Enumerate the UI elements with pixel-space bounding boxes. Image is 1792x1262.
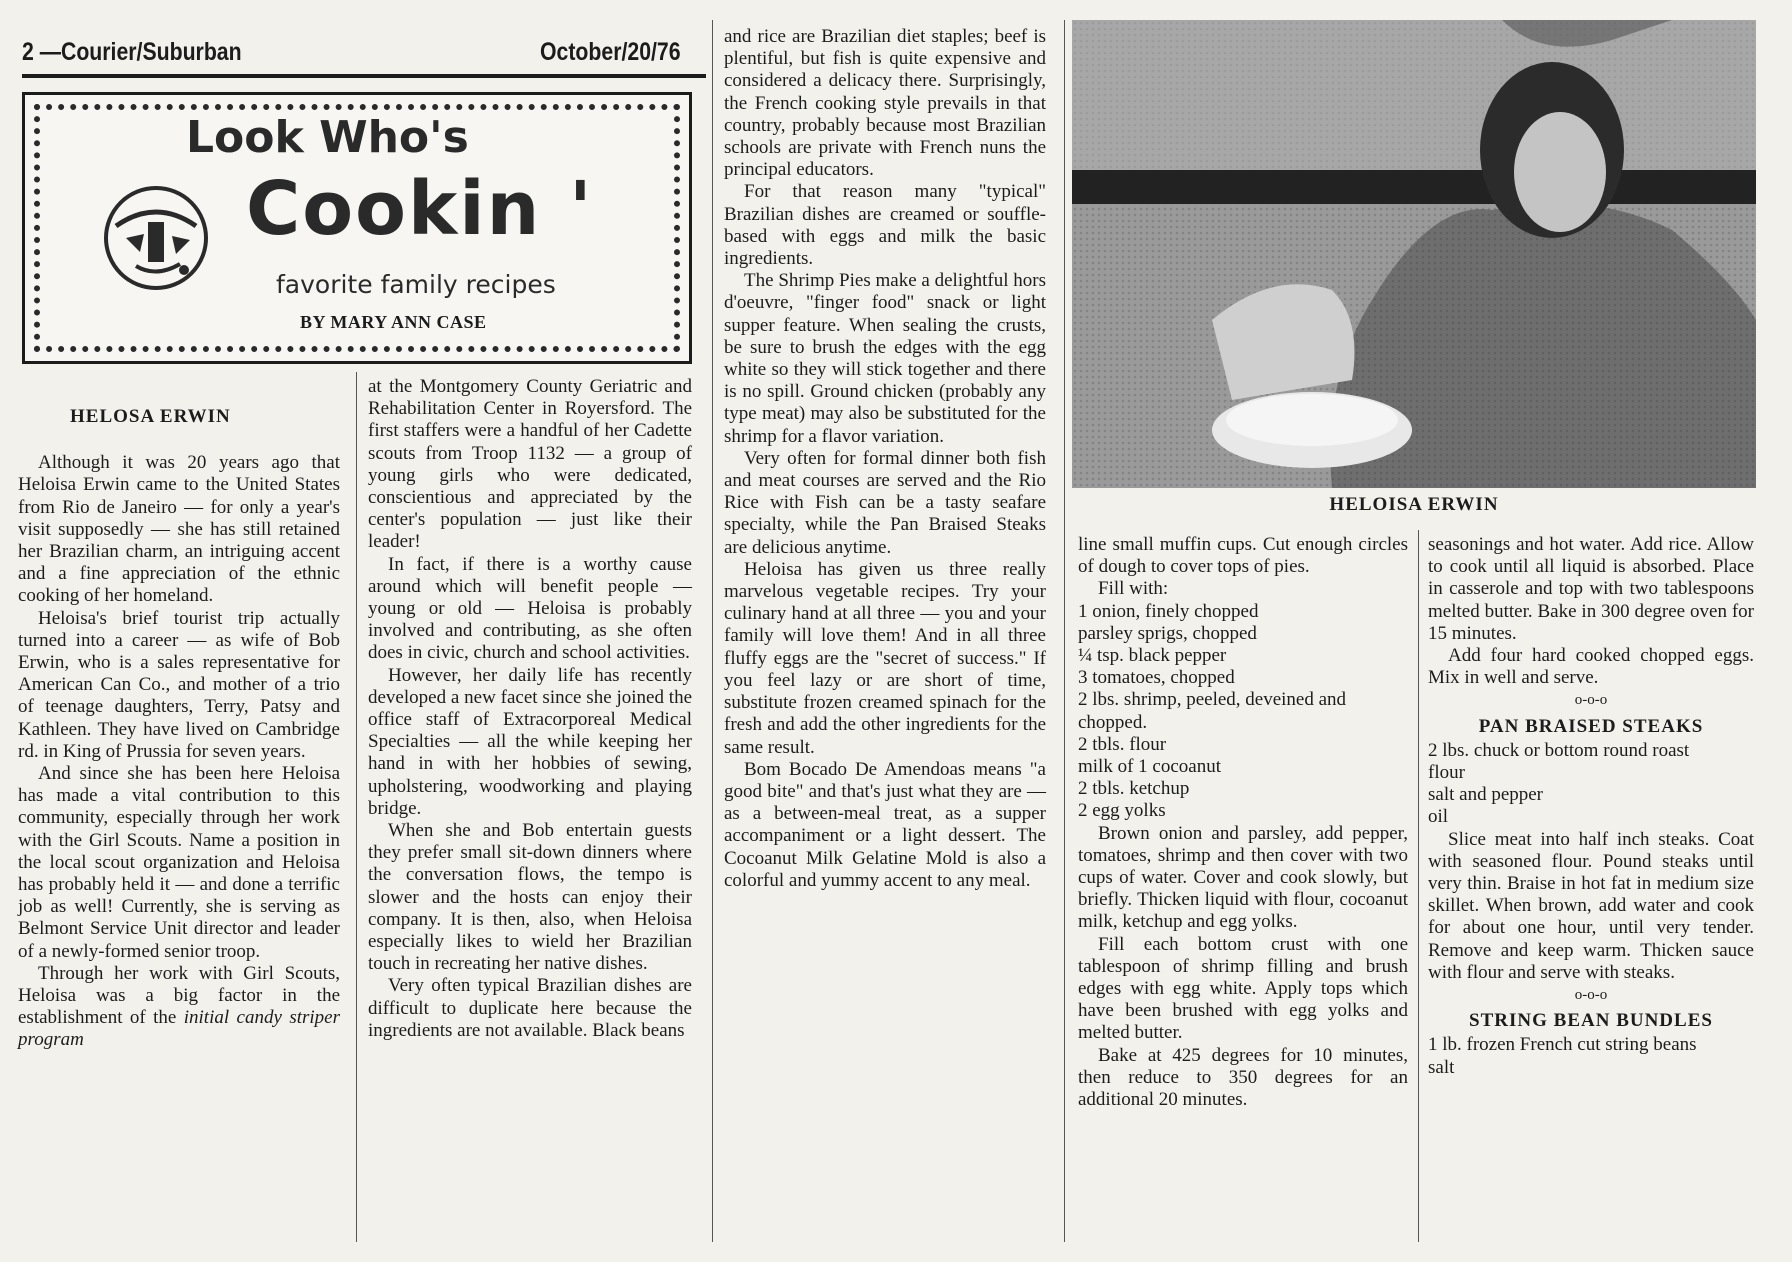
recipe-paragraph: Bake at 425 degrees for 10 minutes, then reduce to 350 degrees for an additional 20 minutes. (1078, 1044, 1408, 1111)
recipe-paragraph: Brown onion and parsley, add pepper, tomatoes, shrimp and then cover with two cups of water. Cover and cook slowly, but briefly. Thicken liquid with flour, cocoanut milk, ketchup and egg yolks. (1078, 822, 1408, 933)
cooking-emblem-icon (96, 178, 216, 298)
ingredient-item: 1 onion, finely chopped (1078, 600, 1259, 622)
masthead-byline: BY MARY ANN CASE (300, 312, 487, 332)
article-paragraph: Bom Bocado De Amendoas means "a good bite" and that's just what they are — as a between-meal treat, as a supper accompaniment or a light dessert. The Cocoanut Milk Gelatine Mold is also a colorful and yummy accent to any meal. (724, 758, 1046, 891)
masthead-title-line2: Cookin ' (246, 166, 594, 252)
ingredient-item: oil (1428, 806, 1449, 828)
column-divider (1064, 20, 1065, 1242)
photo-illustration (1072, 20, 1756, 488)
article-paragraph: And since she has been here Heloisa has made a vital contribution to this community, especially through her work with the Girl Scouts. Name a position in the local scout organization and Heloisa has probably held it — and done a terrific job as well! Currently, she is serving as Belmont Service Unit director and leader of a newly-formed senior troop. (18, 763, 340, 962)
article-column-1 (18, 402, 340, 1052)
article-subhead: HELOSA ERWIN (70, 406, 231, 427)
ingredient-item: 3 tomatoes, chopped (1078, 667, 1235, 689)
article-paragraph: Heloisa has given us three really marvelous vegetable recipes. Try your culinary hand at all three — you and your family will love them! And in all three fluffy eggs are the "secret of success." If you feel lazy or are short of time, substitute frozen creamed spinach for the fresh and add the other ingredients for the same result. (724, 558, 1046, 758)
recipe-paragraph: Slice meat into half inch steaks. Coat with seasoned flour. Pound steaks until very thin. Braise in hot fat in medium size skillet. When brown, add water and cook for about one hour, until very tender. Remove and keep warm. Thicken sauce with flour and serve with steaks. (1428, 828, 1754, 983)
ingredient-item: 2 egg yolks (1078, 800, 1166, 822)
article-paragraph: However, her daily life has recently developed a new facet since she joined the office staff of Extracorporeal Medical Specialties — all the while keeping her hand in with her hobbies of sewing, upholstering, woodworking and playing bridge. (368, 664, 692, 819)
ingredient-item: 2 lbs. chuck or bottom round roast (1428, 739, 1690, 761)
article-paragraph: The Shrimp Pies make a delightful hors d'oeuvre, "finger food" snack or light supper feature. When sealing the crusts, be sure to brush the edges with the egg white so they will stick together and there is no spill. Ground chicken (probably any type meat) may also be substituted for the shrimp for a flavor variation. (724, 270, 1046, 447)
recipe-title: STRING BEAN BUNDLES (1469, 1010, 1713, 1032)
ingredient-item: ¼ tsp. black pepper (1078, 645, 1227, 667)
column-divider (356, 372, 357, 1242)
article-column-2 (368, 376, 692, 1042)
ingredient-item: parsley sprigs, chopped (1078, 622, 1257, 644)
ingredient-item: 2 tbls. ketchup (1078, 778, 1190, 800)
recipe-paragraph: seasonings and hot water. Add rice. Allow to cook until all liquid is absorbed. Place in casserole and top with two tablespoons melted butter. Bake in 300 degree oven for 15 minutes. (1428, 534, 1754, 644)
masthead-subtitle: favorite family recipes (276, 270, 556, 299)
issue-date: October/20/76 (540, 38, 681, 66)
article-italic-text: initial candy striper program (18, 1007, 340, 1051)
header-rule (22, 74, 706, 78)
ingredient-item: milk of 1 cocoanut (1078, 756, 1221, 778)
article-paragraph (18, 963, 340, 1052)
article-paragraph: at the Montgomery County Geriatric and Rehabilitation Center in Royersford. The first staffers were a handful of her Cadette scouts from Troop 1132 — a group of young girls who were dedicated, conscientious and appreciated by the center's population — just like their leader! (368, 376, 692, 553)
page-section-label: 2 —Courier/Suburban (22, 38, 242, 66)
heloisa-erwin-photo (1072, 20, 1756, 488)
recipe-title: PAN BRAISED STEAKS (1478, 715, 1704, 737)
ingredient-item: 1 lb. frozen French cut string beans (1428, 1034, 1697, 1056)
column-divider (1418, 530, 1419, 1242)
article-paragraph: Very often for formal dinner both fish and meat courses are served and the Rio Rice with Fish can be a tasty seafare specialty, while the Pan Braised Steaks are delicious anytime. (724, 447, 1046, 558)
section-separator: o-o-o (1574, 987, 1608, 1004)
ingredient-item: salt (1428, 1056, 1455, 1078)
article-paragraph: Very often typical Brazilian dishes are difficult to duplicate here because the ingredients are not available. Black beans (368, 975, 692, 1041)
ingredient-item: 2 lbs. shrimp, peeled, deveined and chopped. (1078, 689, 1347, 733)
recipe-fill-label: Fill with: (1098, 578, 1169, 600)
article-paragraph: and rice are Brazilian diet staples; beef is plentiful, but fish is quite expensive and considered a delicacy there. Surprisingly, the French cooking style prevails in that country, probably because most Brazilian schools are private with French nuns the principal educators. (724, 26, 1046, 181)
ingredient-item: salt and pepper (1428, 784, 1544, 806)
article-paragraph-text: Through her work with Girl Scouts, Heloisa was a big factor in the establishment of the (18, 962, 340, 1029)
article-paragraph: When she and Bob entertain guests they prefer small sit-down dinners where the conversation flows, the tempo is slower and the hosts can enjoy their company. It is then, also, when Heloisa especially likes to wield her Brazilian touch in recreating her native dishes. (368, 820, 692, 975)
recipe-column-4 (1078, 534, 1408, 1111)
photo-caption: HELOISA ERWIN (1329, 494, 1499, 515)
recipe-paragraph: line small muffin cups. Cut enough circles of dough to cover tops of pies. (1078, 534, 1408, 578)
masthead-title-line1: Look Who's (186, 112, 469, 163)
column-divider (712, 20, 713, 1242)
article-column-3 (724, 26, 1046, 892)
recipe-paragraph: Fill each bottom crust with one tablespoon of shrimp filling and brush edges with egg white. Apply tops which have been brushed with egg yolks and melted butter. (1078, 933, 1408, 1044)
section-separator: o-o-o (1574, 692, 1608, 709)
article-paragraph: Although it was 20 years ago that Heloisa Erwin came to the United States from Rio de Janeiro — for only a year's visit supposedly — she has still retained her Brazilian charm, an intriguing accent and a fine appreciation of the ethnic cooking of her homeland. (18, 452, 340, 607)
ingredient-item: 2 tbls. flour (1078, 733, 1167, 755)
ingredient-item: flour (1428, 762, 1465, 784)
article-paragraph: For that reason many "typical" Brazilian dishes are creamed or souffle-based with eggs and milk the basic ingredients. (724, 181, 1046, 270)
article-paragraph: Heloisa's brief tourist trip actually turned into a career — as wife of Bob Erwin, who is a sales representative for American Can Co., and mother of a trio of teenage daughters, Terry, Patsy and Kathleen. They have lived on Cambridge rd. in King of Prussia for seven years. (18, 607, 340, 762)
recipe-column-5 (1428, 534, 1754, 1079)
article-paragraph: In fact, if there is a worthy cause around which will benefit people — young or old — Heloisa is probably involved and contributing, as she often does in civic, church and school activities. (368, 553, 692, 664)
recipe-paragraph: Add four hard cooked chopped eggs. Mix in well and serve. (1428, 645, 1754, 689)
